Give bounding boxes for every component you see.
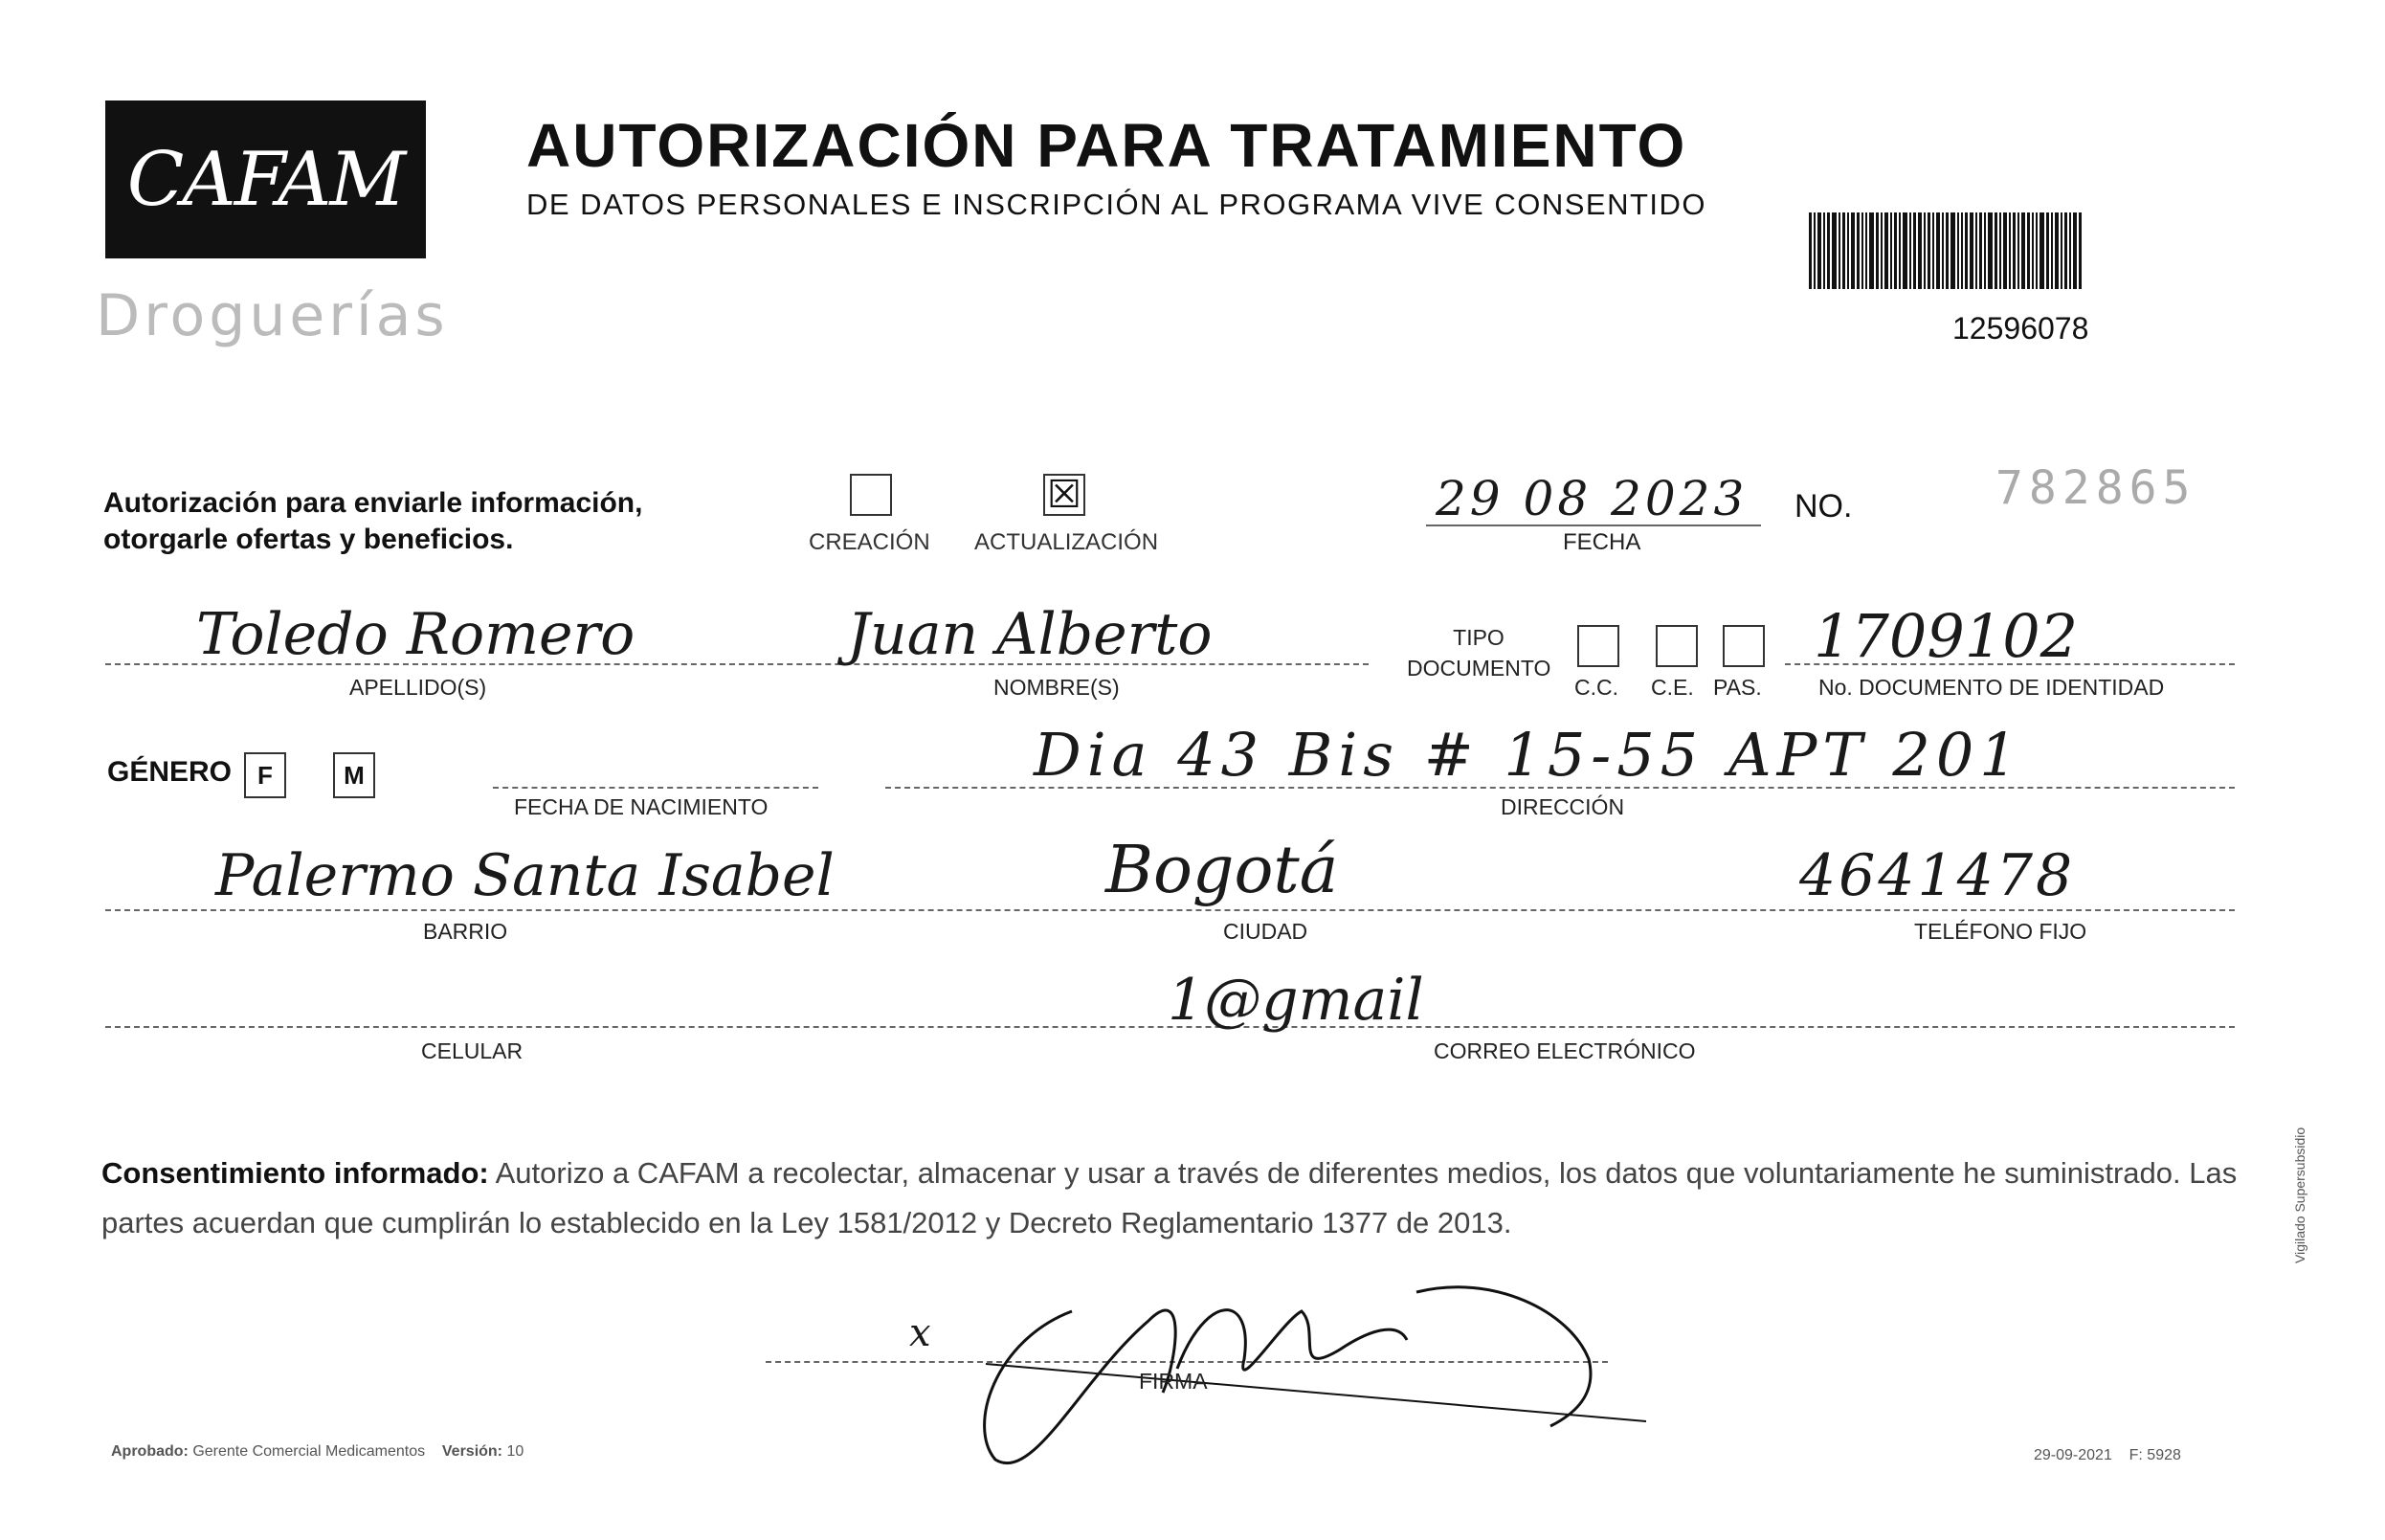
mobile-label: CELULAR (421, 1038, 524, 1063)
barcode-bar (1881, 212, 1883, 289)
barcode-bar (2009, 212, 2011, 289)
barcode-bar (1928, 212, 1930, 289)
signature-stroke-3 (1416, 1287, 1591, 1426)
neighborhood-value: Palermo Santa Isabel (215, 842, 835, 909)
barcode-bar (2055, 212, 2059, 289)
authorization-line-1: Autorización para enviarle información, (103, 487, 643, 519)
barcode-bar (1942, 212, 1944, 289)
barcode-bar (1965, 212, 1968, 289)
barcode-bar (1847, 212, 1849, 289)
address-label: DIRECCIÓN (1501, 794, 1625, 819)
side-vigilado-text: Vigilado Supersubsidio (2292, 1127, 2307, 1263)
date-label: FECHA (1563, 529, 1641, 555)
barcode-bar (1903, 212, 1907, 289)
barcode-bar (1827, 212, 1830, 289)
signature-label: FIRMA (1139, 1369, 1208, 1394)
barcode-bar (1988, 212, 1993, 289)
barcode-bar (1842, 212, 1845, 289)
barcode-bar (1979, 212, 1982, 289)
barcode-bar (1851, 212, 1855, 289)
logo-text: CAFAM (126, 136, 405, 223)
barcode-bar (2003, 212, 2007, 289)
barcode-bar (1957, 212, 1959, 289)
barcode-bar (1865, 212, 1867, 289)
barcode-bar (1913, 212, 1916, 289)
barcode-bar (1890, 212, 1892, 289)
barcode-bar (1876, 212, 1879, 289)
birth-label: FECHA DE NACIMIENTO (514, 794, 769, 819)
barcode-bar (1984, 212, 1986, 289)
check-mark-icon: ☒ (1047, 473, 1081, 517)
footer-date-code: 29-09-2021 (2034, 1447, 2112, 1463)
version-label: Versión: (441, 1443, 503, 1460)
gender-label: GÉNERO (107, 756, 233, 788)
barcode-bar (1918, 212, 1922, 289)
creation-label: CREACIÓN (809, 529, 930, 555)
barcode-bar (1999, 212, 2001, 289)
barcode-bar (1817, 212, 1821, 289)
consent-heading: Consentimiento informado: (101, 1156, 489, 1190)
update-checkbox[interactable] (1043, 474, 1085, 516)
first-name-label: NOMBRE(S) (993, 675, 1120, 700)
barcode-bar (1861, 212, 1863, 289)
barcode-bar (1823, 212, 1825, 289)
barcode-bar (2032, 212, 2034, 289)
neighborhood-line (105, 909, 2235, 911)
city-label: CIUDAD (1223, 919, 1308, 944)
barcode-bar (1814, 212, 1816, 289)
signature-stroke-2 (1177, 1310, 1407, 1370)
signature-drawing (957, 1254, 1646, 1474)
consent-paragraph (101, 1149, 2245, 1248)
barcode (1809, 212, 2203, 289)
approved-label: Aprobado: (111, 1443, 189, 1460)
barcode-bar (1995, 212, 1997, 289)
barcode-bar (2051, 212, 2053, 289)
cafam-logo (105, 100, 426, 258)
barcode-bar (1884, 212, 1888, 289)
update-label: ACTUALIZACIÓN (974, 529, 1159, 555)
email-value: 1@gmail (1168, 967, 1424, 1034)
barcode-bar (1961, 212, 1963, 289)
barcode-bar (1950, 212, 1955, 289)
barcode-bar (1924, 212, 1926, 289)
pas-checkbox[interactable] (1723, 625, 1765, 667)
number-label: NO. (1794, 488, 1853, 524)
form-number: 782865 (1995, 461, 2196, 515)
ce-label: C.E. (1651, 675, 1694, 700)
email-label: CORREO ELECTRÓNICO (1434, 1038, 1696, 1063)
barcode-number: 12596078 (1952, 311, 2089, 346)
barcode-bar (1970, 212, 1973, 289)
signature-x-mark: x (909, 1311, 931, 1355)
doc-number-label: No. DOCUMENTO DE IDENTIDAD (1818, 675, 2165, 700)
gender-m-box[interactable]: M (333, 752, 375, 798)
cc-checkbox[interactable] (1577, 625, 1619, 667)
cc-label: C.C. (1574, 675, 1618, 700)
barcode-bar (2061, 212, 2062, 289)
city-value: Bogotá (1105, 833, 1339, 908)
barcode-bar (2036, 212, 2038, 289)
barcode-bar (1839, 212, 1840, 289)
authorization-line-2: otorgarle ofertas y beneficios. (103, 524, 514, 555)
barcode-bar (2013, 212, 2016, 289)
version-value: 10 (506, 1443, 524, 1460)
barcode-bar (1899, 212, 1901, 289)
barcode-bar (1869, 212, 1874, 289)
barcode-bar (2073, 212, 2077, 289)
date-value: 29 08 2023 (1436, 471, 1749, 526)
barcode-bar (2079, 212, 2082, 289)
barcode-bar (1809, 212, 1812, 289)
phone-label: TELÉFONO FIJO (1914, 919, 2087, 944)
document-subtitle: DE DATOS PERSONALES E INSCRIPCIÓN AL PROGRAMA VIVE CONSENTIDO (526, 188, 1707, 221)
document-title: AUTORIZACIÓN PARA TRATAMIENTO (526, 111, 1687, 180)
authorization-text (103, 485, 716, 558)
approval-line (111, 1443, 524, 1461)
barcode-bar (2027, 212, 2030, 289)
barcode-bar (1857, 212, 1860, 289)
barcode-bar (1975, 212, 1977, 289)
barcode-bar (2040, 212, 2044, 289)
approved-value: Gerente Comercial Medicamentos (192, 1443, 426, 1460)
creation-checkbox[interactable] (850, 474, 892, 516)
barcode-bar (2046, 212, 2049, 289)
barcode-bar (2021, 212, 2025, 289)
footer-form-code: F: 5928 (2129, 1447, 2181, 1463)
barcode-bar (1894, 212, 1897, 289)
barcode-bar (2017, 212, 2019, 289)
phone-value: 4641478 (1799, 842, 2076, 909)
pas-label: PAS. (1713, 675, 1762, 700)
neighborhood-label: BARRIO (423, 919, 508, 944)
date-line (1426, 524, 1761, 526)
barcode-bar (1932, 212, 1934, 289)
barcode-bar (2069, 212, 2071, 289)
consent-text: Autorizo a CAFAM a recolectar, almacenar y usar a través de diferentes medios, los datos que voluntariamente he suministrado. Las partes acuerdan que cumplirán lo establecido en la Ley 1581/2012 y Decreto Reglamentario 1377 de 2013. (101, 1156, 2238, 1239)
doc-number-value: 1709102 (1814, 601, 2079, 671)
gender-f-box[interactable]: F (244, 752, 286, 798)
doc-type-label: TIPO DOCUMENTO (1407, 625, 1551, 681)
ce-checkbox[interactable] (1656, 625, 1698, 667)
surname-value: Toledo Romero (196, 601, 635, 668)
barcode-bar (1909, 212, 1911, 289)
barcode-bar (1946, 212, 1949, 289)
first-name-value: Juan Alberto (847, 601, 1213, 668)
barcode-bar (1832, 212, 1837, 289)
surname-label: APELLIDO(S) (349, 675, 487, 700)
address-value: Dia 43 Bis # 15-55 APT 201 (1034, 720, 2023, 790)
brand-subtitle: Droguerías (96, 282, 449, 349)
birth-line (493, 787, 818, 789)
barcode-bar (1936, 212, 1940, 289)
barcode-bar (2064, 212, 2067, 289)
footer-codes (2034, 1447, 2181, 1464)
